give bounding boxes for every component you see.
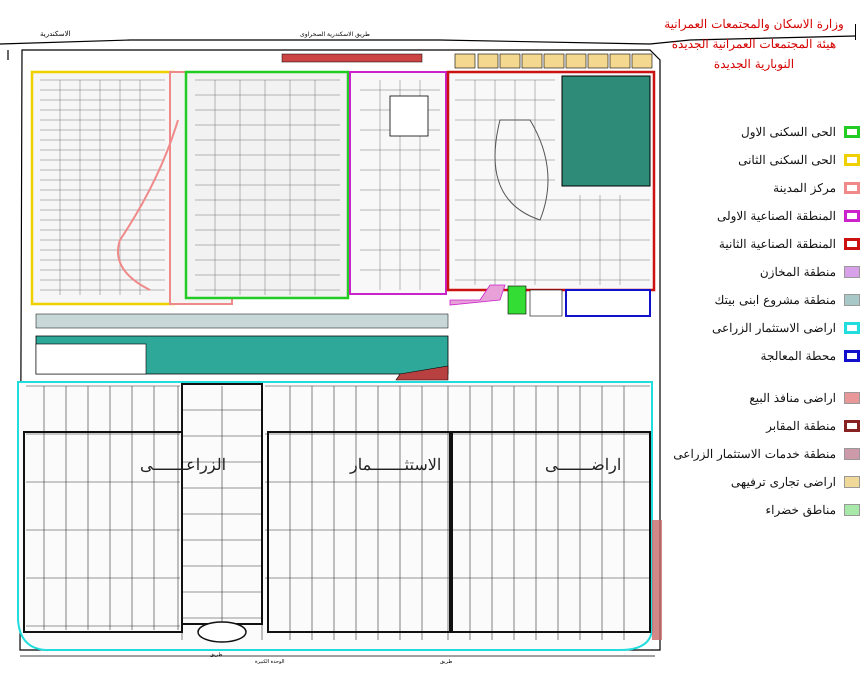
legend-label: اراضى الاستثمار الزراعى — [711, 321, 836, 335]
legend-item — [660, 118, 860, 146]
header-line-1: وزارة الاسكان والمجتمعات العمرانية — [664, 17, 844, 31]
bottom-road-label-1: طريق — [210, 652, 223, 658]
header-line-3: النوبارية الجديدة — [713, 57, 795, 71]
legend-swatch — [844, 266, 860, 278]
legend-item — [660, 412, 860, 440]
legend-item — [660, 440, 860, 468]
legend-swatch — [844, 210, 860, 222]
legend-label: منطقة المقابر — [766, 419, 836, 433]
legend-label: منطقة خدمات الاستثمار الزراعى — [673, 447, 836, 461]
legend-label: مركز المدينة — [773, 181, 836, 195]
legend-item — [660, 174, 860, 202]
legend-label: المنطقة الصناعية الثانية — [718, 237, 836, 251]
legend-label: منطقة مشروع ابنى بيتك — [714, 293, 836, 307]
legend-swatch — [844, 392, 860, 404]
ebni-beitak-strip — [36, 314, 448, 328]
legend-swatch — [844, 182, 860, 194]
legend-item — [660, 468, 860, 496]
legend-item — [660, 342, 860, 370]
legend-label: الحى السكنى الثانى — [738, 153, 836, 167]
legend-item — [660, 258, 860, 286]
legend-swatch — [844, 322, 860, 334]
plot-box-1 — [390, 96, 428, 136]
bottom-road-label-3: طريق — [440, 659, 453, 665]
legend-label: مناطق خضراء — [765, 503, 836, 517]
legend-swatch — [844, 350, 860, 362]
big-label-2: الاستثـــــــمار — [350, 455, 442, 474]
top-left-city-label: الاسكندرية — [40, 30, 71, 38]
legend-item — [660, 496, 860, 524]
legend-item — [660, 286, 860, 314]
ministry-header — [664, 14, 844, 74]
legend-gap — [660, 370, 860, 384]
legend-swatch — [844, 476, 860, 488]
bottom-road-label-2: الوحدة الكبيرة — [255, 659, 285, 665]
legend-label: الحى السكنى الاول — [740, 125, 836, 139]
legend-label: اراضى تجارى ترفيهى — [730, 475, 836, 489]
legend-item — [660, 202, 860, 230]
legend-swatch — [844, 294, 860, 306]
legend-item — [660, 384, 860, 412]
legend-label: محطة المعالجة — [760, 349, 836, 363]
legend-label: اراضى منافذ البيع — [749, 391, 836, 405]
legend-swatch — [844, 420, 860, 432]
map-legend — [660, 118, 860, 524]
green-strip — [508, 286, 526, 314]
header-line-2: هيئة المجتمعات العمرانية الجديدة — [671, 37, 837, 51]
legend-swatch — [844, 238, 860, 250]
big-label-3: الزراعـــــــى — [140, 455, 227, 474]
legend-swatch — [844, 448, 860, 460]
service-box — [530, 290, 562, 316]
legend-label: منطقة المخازن — [759, 265, 836, 279]
legend-item — [660, 314, 860, 342]
top-road-label: طريق الاسكندرية الصحراوى — [300, 31, 370, 38]
top-right-blocks — [455, 54, 652, 68]
cemetery-hatch — [652, 520, 662, 640]
legend-item — [660, 146, 860, 174]
corner-tick — [855, 24, 862, 40]
legend-swatch — [844, 126, 860, 138]
big-label-1: اراضـــــــى — [545, 455, 622, 474]
agri-investment-boundary — [18, 382, 652, 650]
roundabout — [198, 622, 246, 642]
legend-label: المنطقة الصناعية الاولى — [716, 209, 836, 223]
treatment-plant — [566, 290, 650, 316]
commercial-strip — [282, 54, 422, 62]
legend-swatch — [844, 154, 860, 166]
legend-item — [660, 230, 860, 258]
green-area — [562, 76, 650, 186]
residential-district-2 — [32, 72, 174, 304]
legend-swatch — [844, 504, 860, 516]
left-small-blocks — [36, 344, 146, 374]
